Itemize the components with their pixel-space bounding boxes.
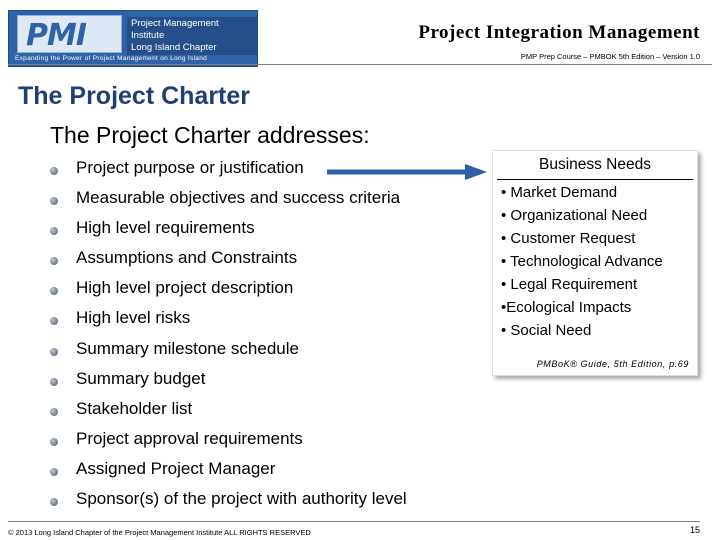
logo-org-line1: Project Management Institute — [131, 18, 219, 41]
list-item-label: Summary milestone schedule — [76, 338, 299, 358]
list-item — [50, 394, 407, 424]
logo-tagline: Expanding the Power of Project Management on Long Island — [15, 55, 208, 62]
course-title: Project Integration Management — [418, 22, 700, 43]
list-item — [50, 243, 407, 273]
header-divider — [8, 64, 712, 65]
list-item-label: High level project description — [76, 278, 294, 298]
business-need-item: • Technological Advance — [501, 253, 663, 270]
list-item — [50, 454, 407, 484]
business-need-item: •Ecological Impacts — [501, 299, 632, 316]
bullet-icon — [50, 197, 58, 205]
pmi-logo — [8, 10, 258, 67]
list-item — [50, 273, 407, 303]
list-item-label: Stakeholder list — [76, 398, 193, 418]
bullet-icon — [50, 167, 58, 175]
list-item-label: High level requirements — [76, 218, 255, 238]
course-subtitle: PMP Prep Course – PMBOK 5th Edition – Version 1.0 — [520, 52, 700, 61]
list-item-label: Project purpose or justification — [76, 158, 304, 177]
logo-org-line2: Long Island Chapter — [131, 42, 217, 53]
business-needs-title: Business Needs — [538, 156, 651, 173]
list-item — [50, 213, 407, 243]
business-need-item: • Legal Requirement — [501, 276, 638, 293]
list-item — [50, 303, 407, 333]
business-need-item: • Organizational Need — [501, 207, 648, 224]
bullet-icon — [50, 227, 58, 235]
business-need-item: • Customer Request — [501, 230, 636, 247]
bullet-icon — [50, 348, 58, 356]
pmi-logo-mark — [17, 15, 122, 53]
list-item-label: High level risks — [76, 308, 191, 328]
bullet-icon — [50, 408, 58, 416]
list-item — [50, 424, 407, 454]
citation: PMBoK® Guide, 5th Edition, p.69 — [536, 359, 689, 369]
list-item — [50, 364, 407, 394]
page-number: 15 — [689, 525, 700, 535]
list-item-label: Assumptions and Constraints — [76, 248, 298, 268]
pmi-logo-text: PMI — [26, 18, 87, 53]
arrow-right-icon — [327, 164, 487, 180]
bullet-icon — [50, 317, 58, 325]
bullet-icon — [50, 468, 58, 476]
list-item-label: Assigned Project Manager — [76, 458, 276, 478]
bullet-icon — [50, 257, 58, 265]
bullet-icon — [50, 287, 58, 295]
charter-items-list — [50, 153, 407, 514]
business-need-item: • Market Demand — [501, 184, 618, 201]
business-needs-list — [501, 181, 663, 342]
footer-divider — [8, 521, 700, 522]
list-item-label: Summary budget — [76, 368, 206, 388]
slide-title: The Project Charter — [18, 82, 251, 110]
list-item-label: Sponsor(s) of the project with authority level — [76, 489, 407, 509]
bullet-icon — [50, 438, 58, 446]
list-item-label: Project approval requirements — [76, 428, 303, 448]
list-item — [50, 334, 407, 364]
bullet-icon — [50, 498, 58, 506]
business-needs-divider — [497, 179, 693, 180]
list-item — [50, 484, 407, 514]
list-item — [50, 183, 407, 213]
business-needs-box — [492, 150, 698, 376]
bullet-icon — [50, 378, 58, 386]
slide-subheading: The Project Charter addresses: — [50, 122, 370, 148]
business-need-item: • Social Need — [501, 322, 592, 339]
list-item-label: Measurable objectives and success criteria — [76, 188, 401, 208]
footer-copyright: © 2013 Long Island Chapter of the Project Management Institute ALL RIGHTS RESERVED — [8, 528, 311, 537]
logo-org-name — [127, 17, 257, 55]
